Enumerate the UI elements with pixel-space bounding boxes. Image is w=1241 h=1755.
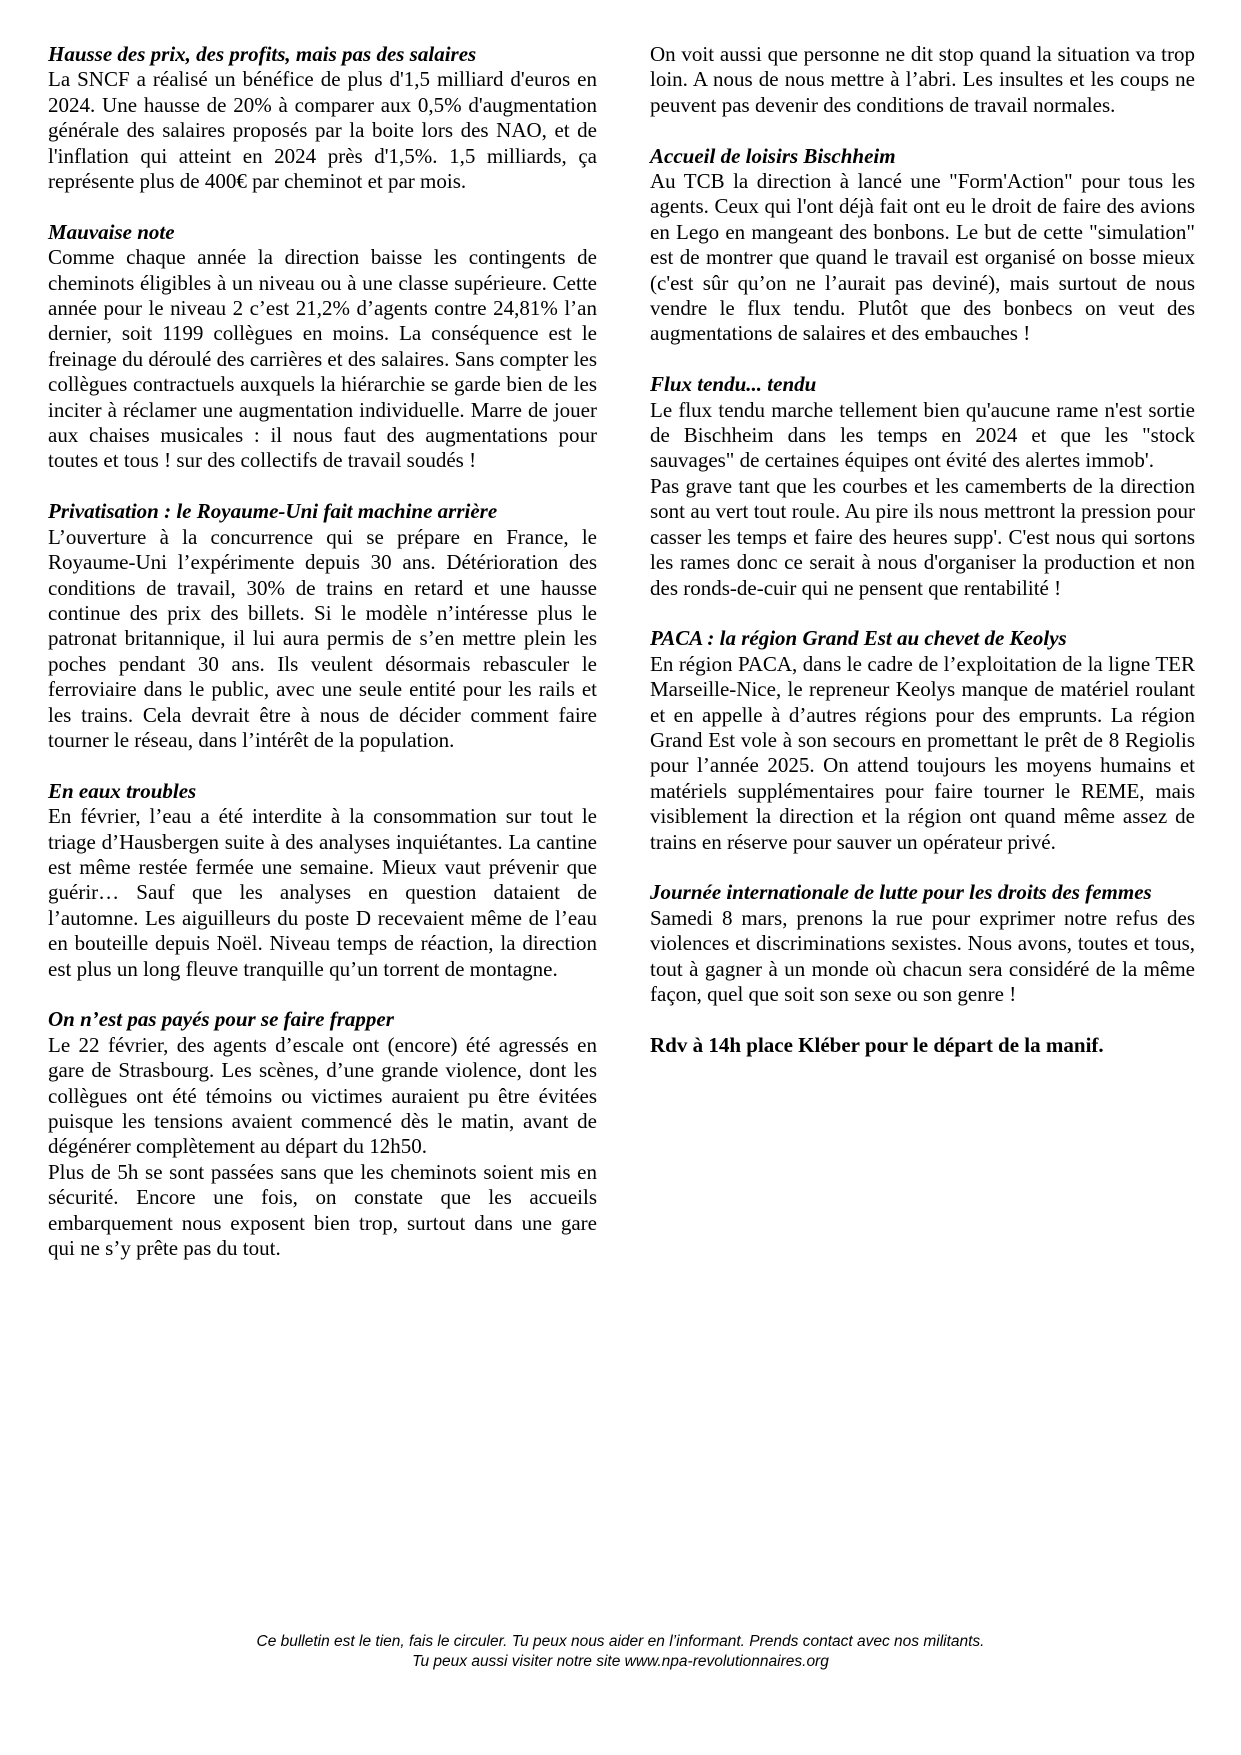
left-column [48, 42, 597, 1287]
rendezvous-callout: Rdv à 14h place Kléber pour le départ de la manif. [650, 1032, 1104, 1057]
article-paragraph: En février, l’eau a été interdite à la consommation sur tout le triage d’Hausbergen suite à des analyses inquiétantes. La cantine est même restée fermée une semaine. Mieux vaut prévenir que guérir… Sauf que les analyses en question dataient de l’automne. Les aiguilleurs du poste D recevaient même de l’eau en bouteille depuis Noël. Niveau temps de réaction, la direction est plus un long fleuve tranquille qu’un torrent de montagne. [48, 804, 597, 981]
right-column [650, 42, 1195, 1058]
article-mauvaise-note [48, 220, 597, 474]
article-privatisation [48, 499, 597, 753]
article-title: Mauvaise note [48, 219, 175, 244]
article-continuation [650, 42, 1195, 118]
article-hausse-des-prix [48, 42, 597, 194]
article-title: Privatisation : le Royaume-Uni fait machine arrière [48, 499, 498, 524]
article-paragraph: Le flux tendu marche tellement bien qu'aucune rame n'est sortie de Bischheim dans les temps en 2024 et que les "stock sauvages" de certaines équipes ont évité des alertes immob'. [650, 397, 1195, 473]
article-pas-payes-pour-se-faire-frapper [48, 1007, 597, 1261]
article-title: Journée internationale de lutte pour les droits des femmes [650, 880, 1152, 905]
article-paragraph: L’ouverture à la concurrence qui se prépare en France, le Royaume-Uni l’expérimente depuis 30 ans. Détérioration des conditions de travail, 30% de trains en retard et une hausse continue des prix des billets. Si le modèle n’intéresse plus le patronat britannique, il lui aura permis de s’en mettre plein les poches pendant 30 ans. Ils veulent désormais rebasculer le ferroviaire dans le public, avec une seule entité pour les rails et les trains. Cela devrait être à nous de décider comment faire tourner le réseau, dans l’intérêt de la population. [48, 524, 597, 752]
article-paca-keolys [650, 626, 1195, 855]
article-paragraph: Au TCB la direction à lancé une "Form'Action" pour tous les agents. Ceux qui l'ont déjà fait ont eu le droit de faire des avions en Lego en mangeant des bonbons. Le but de cette "simulation" est de montrer que quand le travail est organisé on bosse mieux (c'est sûr qu’on ne l’aurait pas deviné), mais surtout de nous vendre le flux tendu. Plutôt que des bonbecs on veut des augmentations de salaires et des embauches ! [650, 169, 1195, 346]
article-paragraph: La SNCF a réalisé un bénéfice de plus d'1,5 milliard d'euros en 2024. Une hausse de 20% à comparer aux 0,5% d'augmentation générale des salaires proposés par la boite lors des NAO, et de l'inflation qui atteint en 2024 près d'1,5%. 1,5 milliards, ça représente plus de 400€ par cheminot et par mois. [48, 67, 597, 194]
footer-line-1: Ce bulletin est le tien, fais le circuler. Tu peux nous aider en l’informant. Prends contact avec nos militants. [256, 1633, 985, 1650]
footer [0, 1632, 1241, 1672]
article-paragraph: Le 22 février, des agents d’escale ont (encore) été agressés en gare de Strasbourg. Les scènes, d’une grande violence, dont les collègues ont été témoins ou victimes auraient pu être évitées puisque les tensions avaient commencé dès le matin, avant de dégénérer complètement au départ du 12h50. [48, 1032, 597, 1159]
article-paragraph: Comme chaque année la direction baisse les contingents de cheminots éligibles à un niveau ou à une classe supérieure. Cette année pour le niveau 2 c’est 21,2% d’agents contre 24,81% l’an dernier, soit 1199 collègues en moins. La conséquence est le freinage du déroulé des carrières et des salaires. Sans compter les collègues contractuels auxquels la hiérarchie se garde bien de les inciter à réclamer une augmentation individuelle. Marre de jouer aux chaises musicales : il nous faut des augmentations pour toutes et tous ! sur des collectifs de travail soudés ! [48, 245, 597, 473]
article-title: Hausse des prix, des profits, mais pas des salaires [48, 42, 477, 66]
article-title: Flux tendu... tendu [650, 372, 817, 397]
article-journee-droits-des-femmes [650, 880, 1195, 1007]
article-accueil-de-loisirs [650, 144, 1195, 347]
article-title: PACA : la région Grand Est au chevet de Keolys [650, 626, 1067, 651]
article-paragraph: Pas grave tant que les courbes et les camemberts de la direction sont au vert tout roule. Au pire ils nous mettront la pression pour casser les temps et faire des heures supp'. C'est nous qui sortons les rames donc ce serait à nous d'organiser la production et non des ronds-de-cuir qui ne pensent que rentabilité ! [650, 473, 1195, 600]
article-flux-tendu [650, 372, 1195, 601]
article-paragraph: Samedi 8 mars, prenons la rue pour exprimer notre refus des violences et discriminations sexistes. Nous avons, toutes et tous, tout à gagner à un monde où chacun sera considéré de la même façon, quel que soit son sexe ou son genre ! [650, 905, 1195, 1006]
article-title: Accueil de loisirs Bischheim [650, 143, 896, 168]
footer-line-2: Tu peux aussi visiter notre site www.npa-revolutionnaires.org [412, 1653, 829, 1670]
article-paragraph: Plus de 5h se sont passées sans que les cheminots soient mis en sécurité. Encore une fois, on constate que les accueils embarquement nous exposent bien trop, surtout dans une gare qui ne s’y prête pas du tout. [48, 1159, 597, 1261]
article-paragraph: En région PACA, dans le cadre de l’exploitation de la ligne TER Marseille-Nice, le repreneur Keolys manque de matériel roulant et en appelle à d’autres régions pour des emprunts. La région Grand Est vole à son secours en promettant le prêt de 8 Regiolis pour l’année 2025. On attend toujours les moyens humains et matériels supplémentaires pour faire tourner le REME, mais visiblement la direction et la région ont quand même assez de trains en réserve pour sauver un opérateur privé. [650, 651, 1195, 854]
article-title: On n’est pas payés pour se faire frapper [48, 1007, 394, 1032]
article-en-eaux-troubles [48, 779, 597, 982]
article-paragraph: On voit aussi que personne ne dit stop quand la situation va trop loin. A nous de nous mettre à l’abri. Les insultes et les coups ne peuvent pas devenir des conditions de travail normales. [650, 42, 1195, 117]
article-title: En eaux troubles [48, 778, 197, 803]
